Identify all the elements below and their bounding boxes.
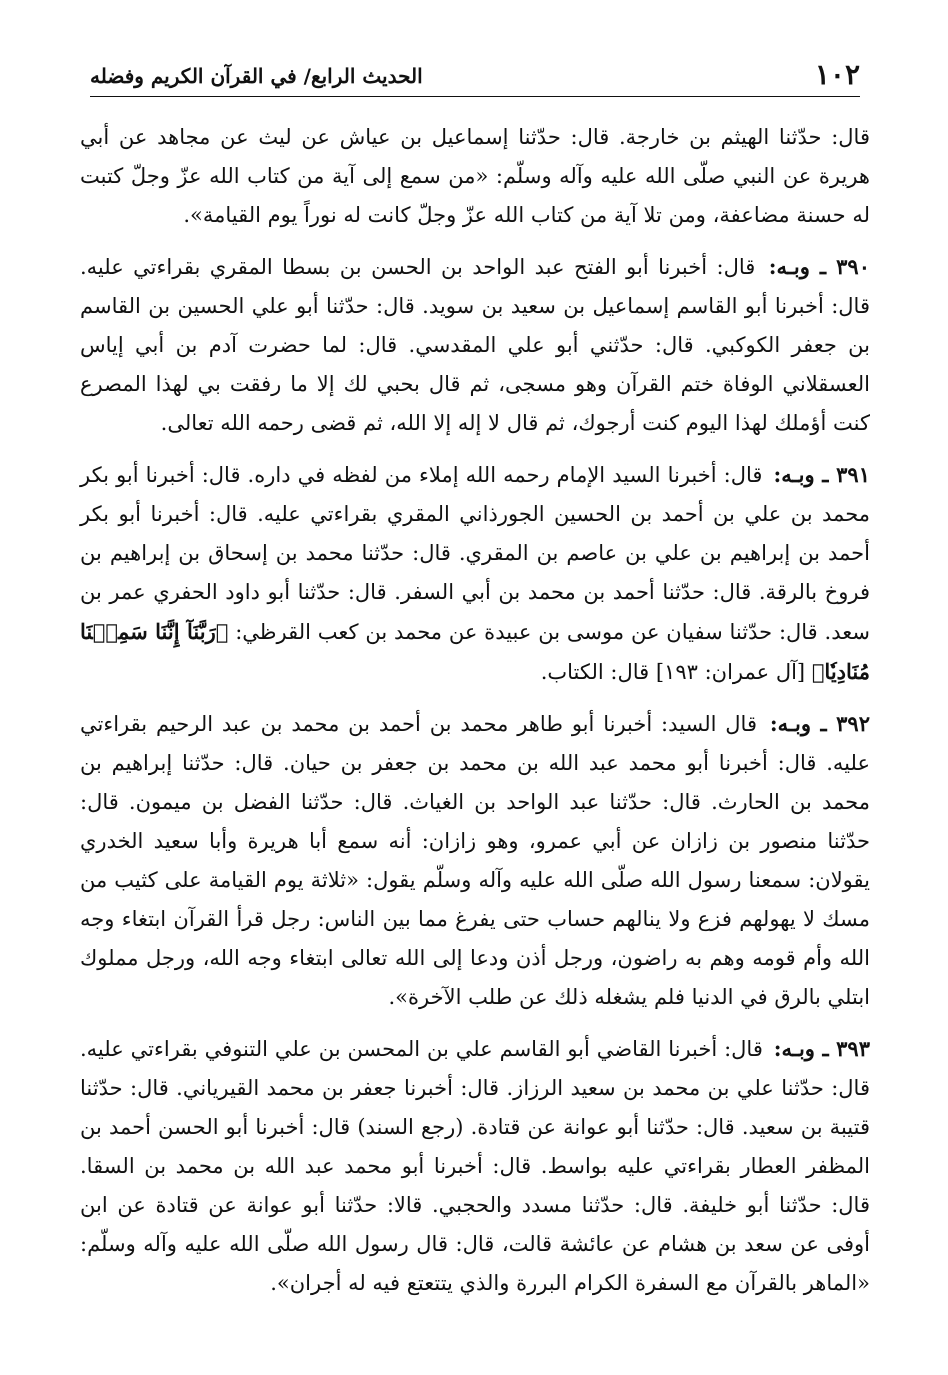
paragraph-tail: [آل عمران: ١٩٣] قال: الكتاب.	[540, 660, 806, 684]
paragraph-text: قال: أخبرنا السيد الإمام رحمه الله إملاء من لفظه في داره. قال: أخبرنا أبو بكر محمد بن علي بن أحمد بن الحسين الجورذاني المقري بقراءتي عليه. قال: أخبرنا أبو بكر أحمد بن إبراهيم بن علي بن عاصم بن المقري. قال: حدّثنا محمد بن إسحاق بن إبراهيم بن فروخ بالرقة. قال: حدّثنا أحمد بن محمد بن أبي السفر. قال: حدّثنا أبو داود الحفري عمر بن سعد. قال: حدّثنا سفيان عن موسى بن عبيدة عن محمد بن كعب القرظي:	[80, 463, 870, 644]
running-title: الحديث الرابع/ في القرآن الكريم وفضله	[90, 64, 423, 88]
paragraph-text: قال: حدّثنا الهيثم بن خارجة. قال: حدّثنا إسماعيل بن عياش عن ليث عن مجاهد عن أبي هريرة عن النبي صلّى الله عليه وآله وسلّم: «من سمع إلى آية من كتاب الله عزّ وجلّ كتبت له حسنة مضاعفة، ومن تلا آية من كتاب الله عزّ وجلّ كانت له نوراً يوم القيامة».	[80, 125, 870, 227]
paragraph-text: قال: أخبرنا أبو الفتح عبد الواحد بن الحسن بن بسطا المقري بقراءتي عليه. قال: أخبرنا أبو القاسم إسماعيل بن سعيد بن سويد. قال: حدّثنا أبو علي الحسين بن القاسم بن جعفر الكوكبي. قال: حدّثني أبو علي المقدسي. قال: لما حضرت آدم بن أبي إياس العسقلاني الوفاة ختم القرآن وهو مسجى، ثم قال بحبي لك إلا ما رفقت بي لهذا المصرع كنت أؤملك لهذا اليوم كنت أرجوك، ثم قال لا إله إلا الله، ثم قضى رحمه الله تعالى.	[80, 255, 870, 435]
paragraph-intro	[80, 118, 870, 235]
paragraph-393	[80, 1029, 870, 1303]
paragraph-text: قال: أخبرنا القاضي أبو القاسم علي بن المحسن بن علي التنوفي بقراءتي عليه. قال: حدّثنا علي بن محمد بن سعيد الرزاز. قال: أخبرنا جعفر بن محمد القيرياني. قال: حدّثنا قتيبة بن سعيد. قال: حدّثنا أبو عوانة عن قتادة. (رجع السند) قال: أخبرنا أبو الحسن أحمد بن المظفر العطار بقراءتي عليه بواسط. قال: أخبرنا أبو محمد عبد الله بن محمد بن السقا. قال: حدّثنا أبو خليفة. قال: حدّثنا مسدد والحجبي. قالا: حدّثنا أبو عوانة عن قتادة عن ابن أوفى عن سعد بن هشام عن عائشة قالت، قال: قال رسول الله صلّى الله عليه وآله وسلّم: «الماهر بالقرآن مع السفرة الكرام البررة والذي يتتعتع فيه له أجران».	[80, 1037, 870, 1295]
page-number: ١٠٢	[814, 58, 860, 91]
hadith-number: ٣٩٢ ـ وبـه:	[769, 711, 870, 736]
paragraph-390	[80, 247, 870, 443]
hadith-number: ٣٩٠ ـ وبـه:	[768, 254, 870, 279]
paragraph-392	[80, 704, 870, 1017]
page-header	[90, 56, 860, 97]
page-body	[80, 118, 870, 1315]
quran-verse: ﴿رَبَّنَآ إِنَّنَا سَمِعۡنَا مُنَادِيٗا﴾	[80, 619, 870, 684]
paragraph-text: قال السيد: أخبرنا أبو طاهر محمد بن أحمد بن محمد بن عبد الرحيم بقراءتي عليه. قال: أخبرنا أبو محمد عبد الله بن محمد بن جعفر بن حيان. قال: حدّثنا إبراهيم بن محمد بن الحارث. قال: حدّثنا عبد الواحد بن الغياث. قال: حدّثنا الفضل بن ميمون. قال: حدّثنا منصور بن زازان عن أبي عمرو، وهو زازان: أنه سمع أبا هريرة وأبا سعيد الخدري يقولان: سمعنا رسول الله صلّى الله عليه وآله وسلّم يقول: «ثلاثة يوم القيامة على كثيب من مسك لا يهولهم فزع ولا ينالهم حساب حتى يفرغ مما بين الناس: رجل قرأ القرآن ابتغاء وجه الله وأم قومه وهم به راضون، ورجل أذن ودعا إلى الله تعالى ابتغاء وجه الله، ورجل مملوك ابتلي بالرق في الدنيا فلم يشغله ذلك عن طلب الآخرة».	[80, 712, 870, 1009]
paragraph-391	[80, 455, 870, 692]
hadith-number: ٣٩٣ ـ وبـه:	[773, 1036, 870, 1061]
hadith-number: ٣٩١ ـ وبـه:	[773, 462, 870, 487]
